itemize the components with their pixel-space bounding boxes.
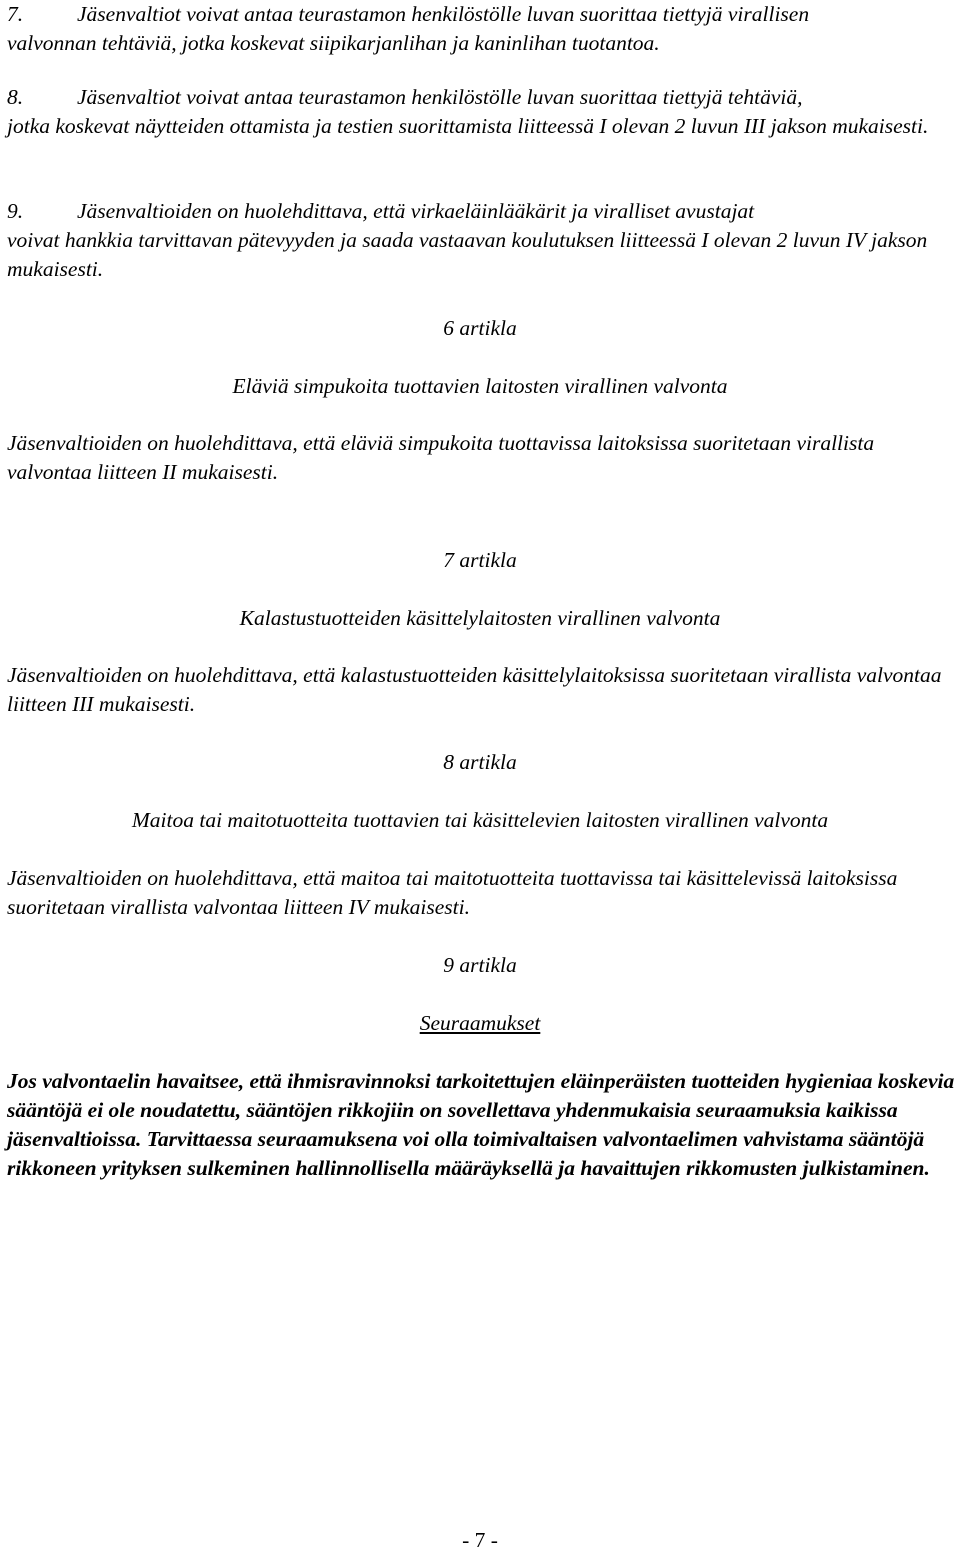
- paragraph-text-first-line: Jäsenvaltioiden on huolehdittava, että virkaeläinlääkärit ja viralliset avustajat: [77, 199, 755, 223]
- paragraph-text-first-line: Jäsenvaltiot voivat antaa teurastamon henkilöstölle luvan suorittaa tiettyjä tehtäviä,: [77, 85, 803, 109]
- paragraph-9: [7, 197, 957, 284]
- article-9-number: 9 artikla: [443, 953, 517, 977]
- article-8-title: Maitoa tai maitotuotteita tuottavien tai käsittelevien laitosten virallinen valvonta: [131, 808, 829, 832]
- article-6-number: 6 artikla: [443, 316, 517, 340]
- article-6-title: Eläviä simpukoita tuottavien laitosten virallinen valvonta: [232, 374, 728, 398]
- paragraph-text-first-line: Jäsenvaltiot voivat antaa teurastamon henkilöstölle luvan suorittaa tiettyjä virallisen: [77, 2, 810, 26]
- paragraph-7: [7, 0, 957, 58]
- paragraph-number: 9.: [7, 199, 24, 223]
- article-7-body: Jäsenvaltioiden on huolehdittava, että kalastustuotteiden käsittelylaitoksissa suoritetaan virallista valvontaa liitteen III mukaisesti.: [7, 663, 942, 716]
- paragraph-text: valvonnan tehtäviä, jotka koskevat siipikarjanlihan ja kaninlihan tuotantoa.: [7, 31, 660, 55]
- article-7-title: Kalastustuotteiden käsittelylaitosten virallinen valvonta: [239, 606, 721, 630]
- paragraph-number: 8.: [7, 85, 24, 109]
- paragraph-8: [7, 83, 957, 141]
- article-8-body: Jäsenvaltioiden on huolehdittava, että maitoa tai maitotuotteita tuottavissa tai käsittelevissä laitoksissa suoritetaan virallista valvontaa liitteen IV mukaisesti.: [7, 866, 898, 919]
- article-8-number: 8 artikla: [443, 750, 517, 774]
- article-9-title: Seuraamukset: [419, 1011, 541, 1035]
- paragraph-text: jotka koskevat näytteiden ottamista ja testien suorittamista liitteessä I olevan 2 luvun III jakson mukaisesti.: [7, 114, 929, 138]
- page-number: - 7 -: [462, 1528, 498, 1552]
- article-6-body: Jäsenvaltioiden on huolehdittava, että eläviä simpukoita tuottavissa laitoksissa suoritetaan virallista valvontaa liitteen II mukaisesti.: [7, 431, 875, 484]
- article-9-body: Jos valvontaelin havaitsee, että ihmisravinnoksi tarkoitettujen eläinperäisten tuotteiden hygieniaa koskevia sääntöjä ei ole noudatettu, sääntöjen rikkojiin on sovellettava yhdenmukaisia seuraamuksia kaikissa jäsenvaltioissa. Tarvittaessa seuraamuksena voi olla toimivaltaisen valvontaelimen vahvistama sääntöjä rikkoneen yrityksen sulkeminen hallinnollisella määräyksellä ja havaittujen rikkomusten julkistaminen.: [7, 1069, 955, 1180]
- paragraph-text: voivat hankkia tarvittavan pätevyyden ja saada vastaavan koulutuksen liitteessä I olevan 2 luvun IV jakson mukaisesti.: [7, 228, 928, 281]
- article-7-number: 7 artikla: [443, 548, 517, 572]
- paragraph-number: 7.: [7, 2, 24, 26]
